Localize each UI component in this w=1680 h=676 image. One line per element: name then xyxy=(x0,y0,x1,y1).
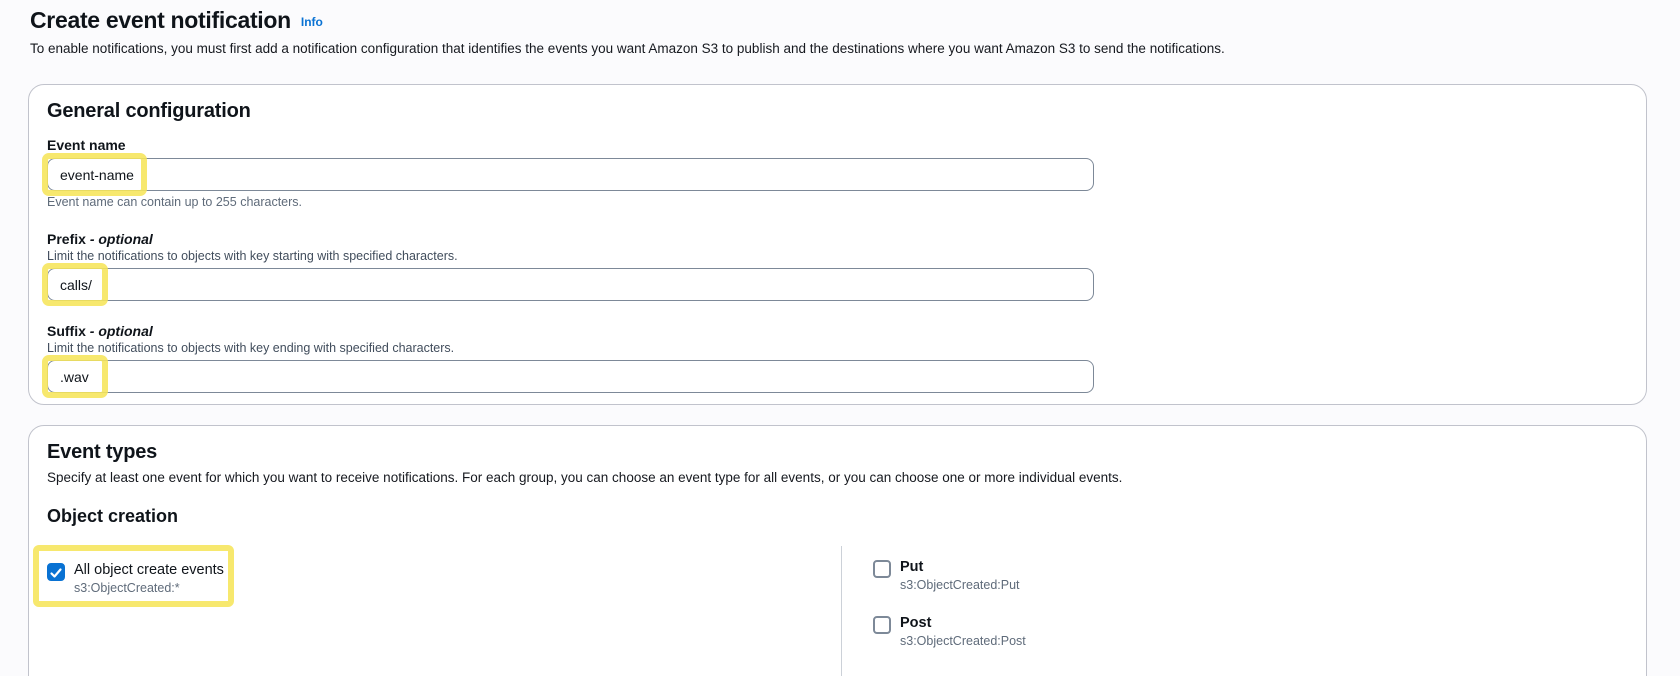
object-creation-heading: Object creation xyxy=(47,506,179,526)
event-name-hint: Event name can contain up to 255 characters. xyxy=(47,195,303,209)
prefix-label: Prefix - optional xyxy=(47,231,153,247)
suffix-optional-tag: - optional xyxy=(89,323,153,339)
put-label: Put xyxy=(900,559,924,575)
event-types-heading: Event types xyxy=(47,441,158,463)
all-object-create-events-row xyxy=(47,562,841,595)
object-creation-left-column xyxy=(47,546,841,676)
put-event-row xyxy=(873,559,1628,592)
all-object-create-events-code: s3:ObjectCreated:* xyxy=(74,581,180,595)
prefix-description: Limit the notifications to objects with key starting with specified characters. xyxy=(47,249,458,263)
page-header xyxy=(0,0,1680,56)
post-code: s3:ObjectCreated:Post xyxy=(900,634,1026,648)
all-object-create-events-label: All object create events xyxy=(74,562,224,578)
prefix-optional-tag: - optional xyxy=(89,231,153,247)
put-checkbox[interactable] xyxy=(873,560,891,578)
object-creation-columns xyxy=(47,546,1628,676)
info-link[interactable]: Info xyxy=(300,15,323,29)
prefix-input[interactable] xyxy=(47,268,1094,301)
prefix-field xyxy=(47,231,1628,301)
all-object-create-events-checkbox[interactable] xyxy=(47,563,65,581)
post-event-row xyxy=(873,615,1628,648)
page-title: Create event notification xyxy=(30,7,291,33)
general-configuration-heading: General configuration xyxy=(47,100,251,122)
post-checkbox[interactable] xyxy=(873,616,891,634)
event-types-description: Specify at least one event for which you want to receive notifications. For each group, you can choose an event type for all events, or you can choose one or more individual events. xyxy=(47,470,1123,485)
general-configuration-card xyxy=(28,84,1647,405)
suffix-field xyxy=(47,323,1628,393)
post-label: Post xyxy=(900,615,932,631)
check-icon xyxy=(49,566,63,580)
event-name-label: Event name xyxy=(47,137,126,153)
suffix-input[interactable] xyxy=(47,360,1094,393)
event-name-field xyxy=(47,137,1628,209)
put-code: s3:ObjectCreated:Put xyxy=(900,578,1020,592)
suffix-description: Limit the notifications to objects with key ending with specified characters. xyxy=(47,341,455,355)
suffix-label: Suffix - optional xyxy=(47,323,153,339)
event-name-input[interactable] xyxy=(47,158,1094,191)
page-description: To enable notifications, you must first add a notification configuration that identifies the events you want Amazon S3 to publish and the destinations where you want Amazon S3 to send the notifications. xyxy=(30,41,1225,56)
object-creation-right-column xyxy=(841,546,1628,676)
event-types-card xyxy=(28,425,1647,676)
